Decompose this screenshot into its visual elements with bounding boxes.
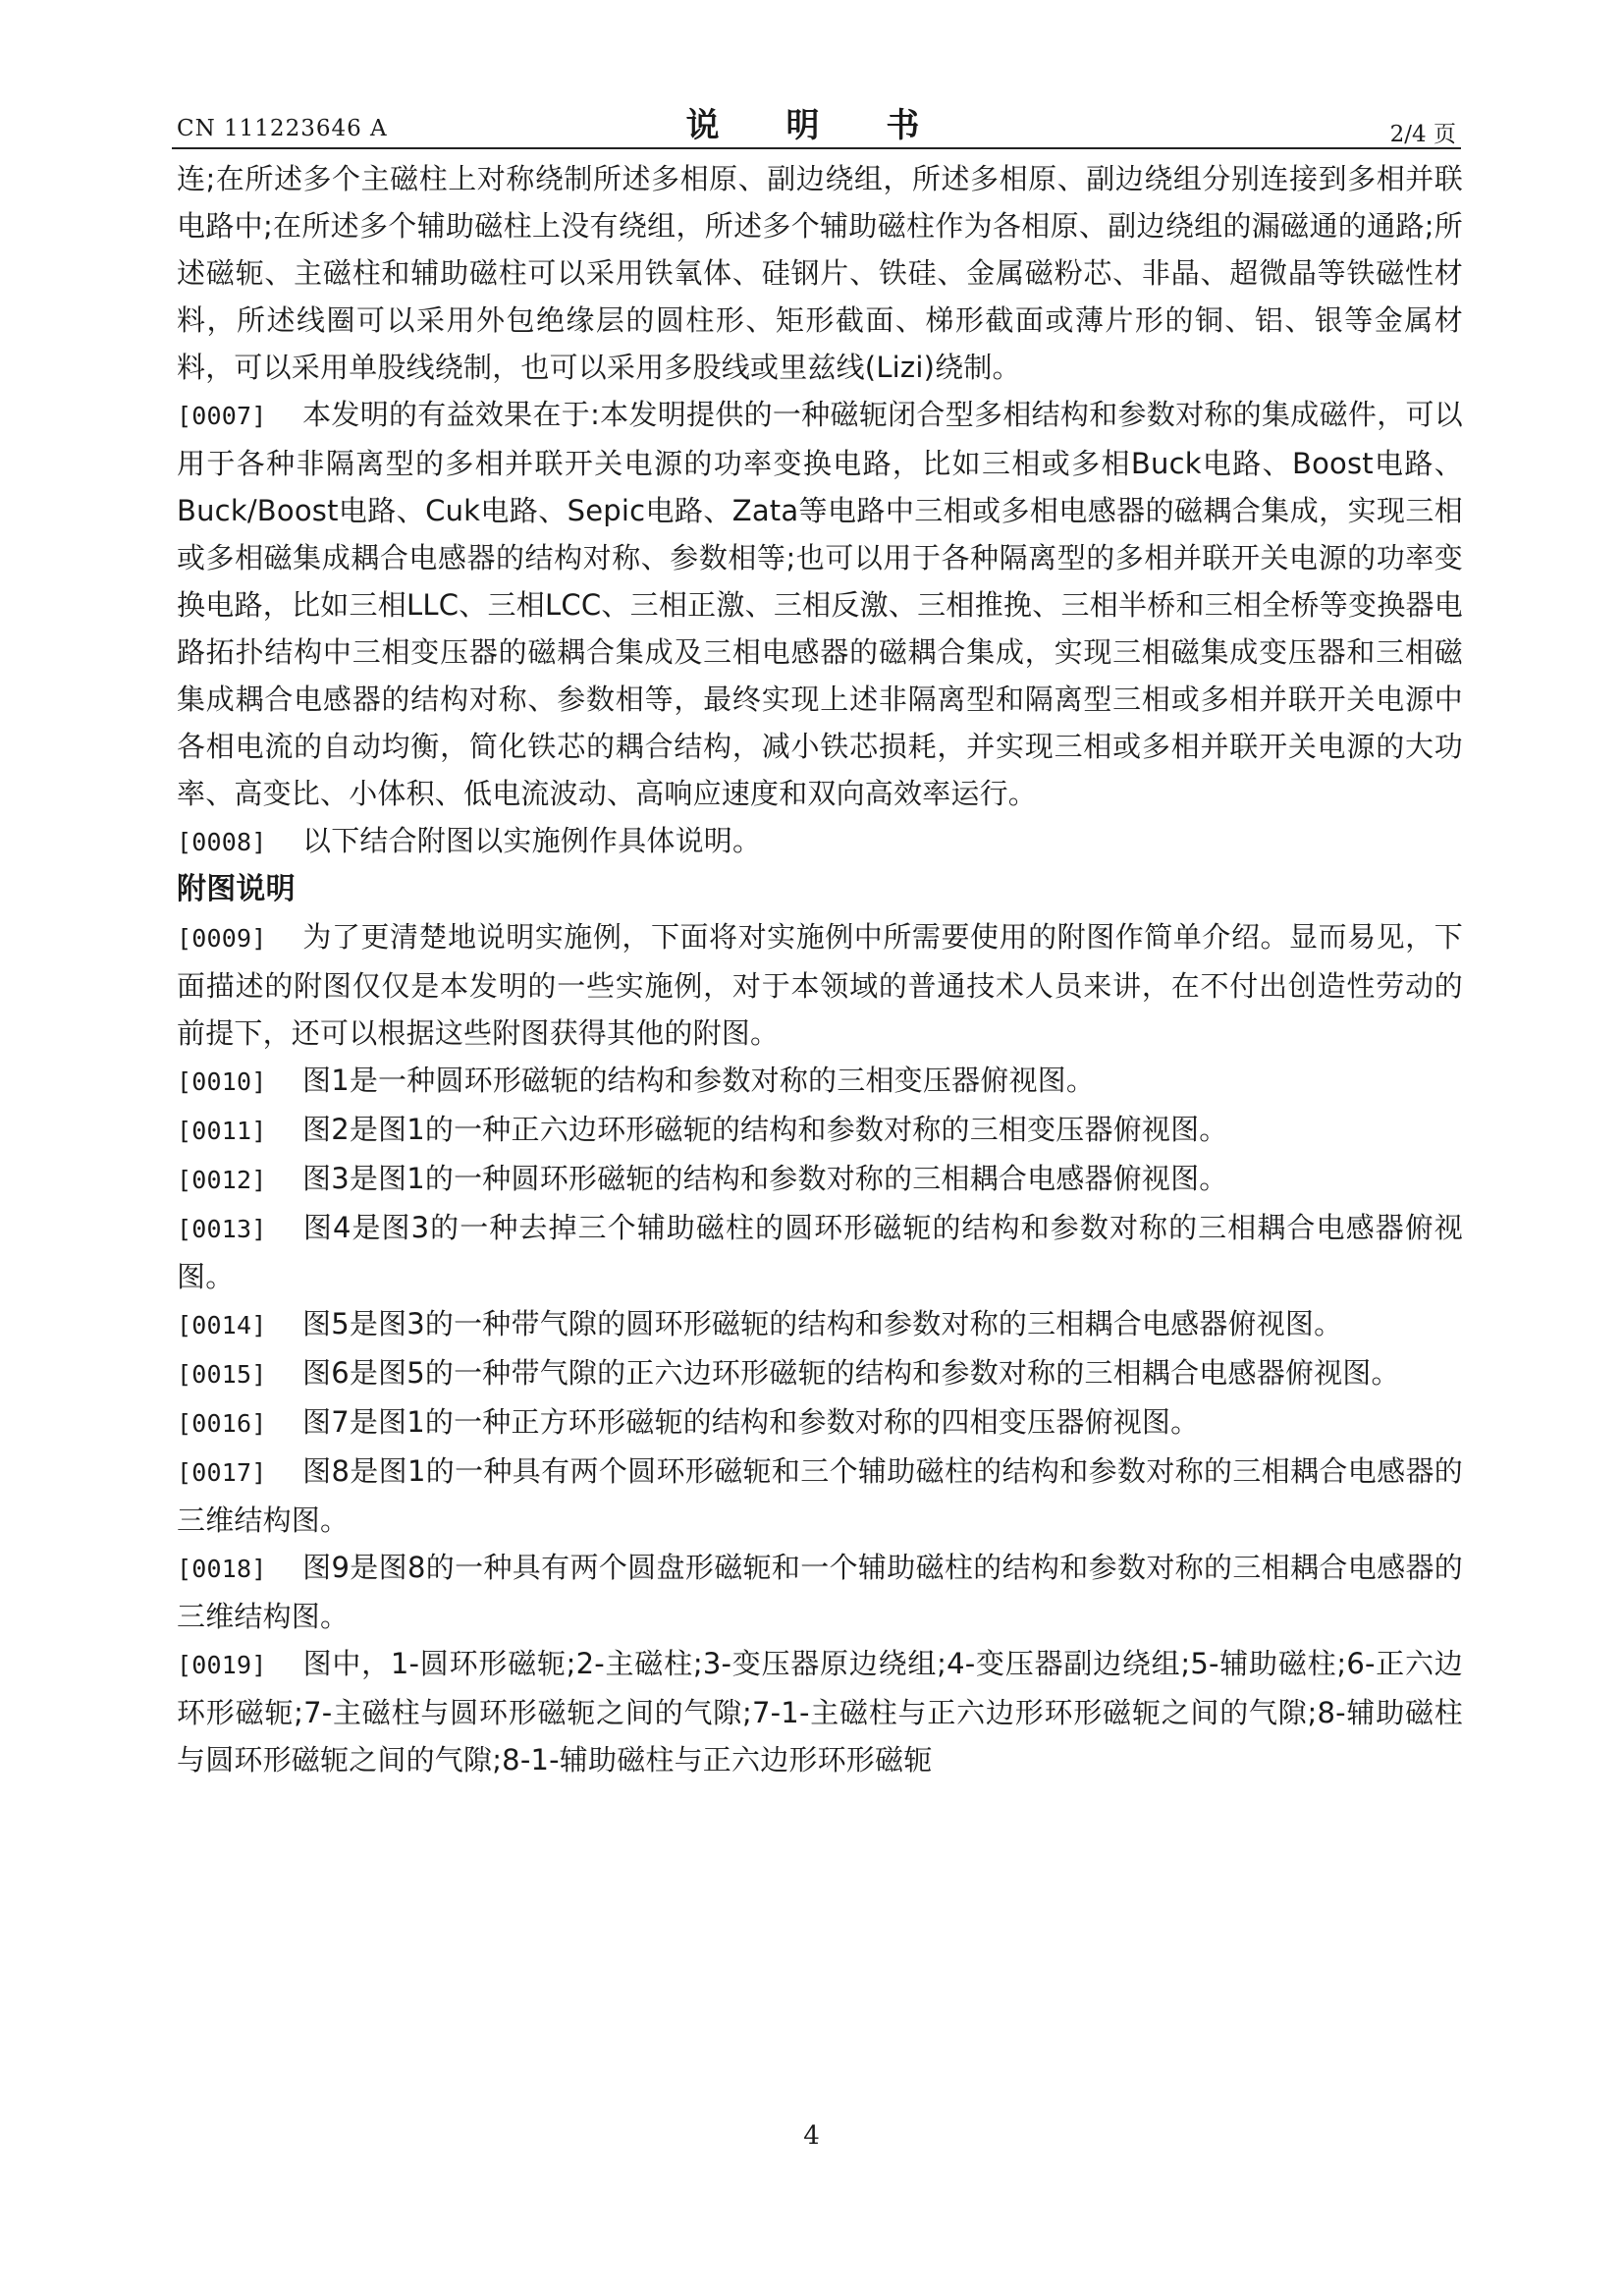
paragraph-0015 [177,1349,1463,1398]
paragraph-0018 [177,1544,1463,1640]
paragraph-number: [0011] [177,1117,267,1145]
paragraph-continued [177,155,1463,391]
paragraph-text: 图7是图1的一种正方环形磁轭的结构和参数对称的四相变压器俯视图。 [302,1405,1200,1439]
section-heading: 附图说明 [177,872,296,906]
page-number: 4 [803,2121,820,2151]
paragraph-0014 [177,1300,1463,1349]
paragraph-number: [0017] [177,1458,267,1487]
paragraph-text: 图8是图1的一种具有两个圆环形磁轭和三个辅助磁柱的结构和参数对称的三相耦合电感器的三维结构图。 [177,1454,1463,1537]
paragraph-0013 [177,1204,1463,1300]
paragraph-0009 [177,913,1463,1057]
page-count: 2/4 页 [1389,122,1456,147]
page-header [177,98,1456,147]
paragraph-text: 图2是图1的一种正六边环形磁轭的结构和参数对称的三相变压器俯视图。 [302,1113,1228,1146]
paragraph-number: [0019] [177,1651,267,1679]
paragraph-0008 [177,817,1463,866]
paragraph-text: 图9是图8的一种具有两个圆盘形磁轭和一个辅助磁柱的结构和参数对称的三相耦合电感器的三维结构图。 [177,1551,1463,1633]
paragraph-text: 图5是图3的一种带气隙的圆环形磁轭的结构和参数对称的三相耦合电感器俯视图。 [302,1307,1343,1340]
paragraph-number: [0007] [177,402,267,430]
paragraph-number: [0010] [177,1067,267,1096]
paragraph-0012 [177,1155,1463,1204]
paragraph-0016 [177,1398,1463,1448]
paragraph-number: [0008] [177,828,267,856]
paragraph-text: 图4是图3的一种去掉三个辅助磁柱的圆环形磁轭的结构和参数对称的三相耦合电感器俯视图。 [177,1211,1463,1293]
paragraph-text: 图中，1-圆环形磁轭;2-主磁柱;3-变压器原边绕组;4-变压器副边绕组;5-辅助磁柱;6-正六边环形磁轭;7-主磁柱与圆环形磁轭之间的气隙;7-1-主磁柱与正六边形环形磁轭之间的气隙;8-辅助磁柱与圆环形磁轭之间的气隙;8-1-辅助磁柱与正六边形环形磁轭 [177,1647,1463,1777]
paragraph-number: [0012] [177,1166,267,1194]
publication-number: CN 111223646 A [177,116,388,141]
paragraph-text: 本发明的有益效果在于:本发明提供的一种磁轭闭合型多相结构和参数对称的集成磁件，可以用于各种非隔离型的多相并联开关电源的功率变换电路，比如三相或多相Buck电路、Boost电路、Buck/Boost电路、Cuk电路、Sepic电路、Zata等电路中三相或多相电感器的磁耦合集成，实现三相或多相磁集成耦合电感器的结构对称、参数相等;也可以用于各种隔离型的多相并联开关电源的功率变换电路，比如三相LLC、三相LCC、三相正激、三相反激、三相推挽、三相半桥和三相全桥等变换器电路拓扑结构中三相变压器的磁耦合集成及三相电感器的磁耦合集成，实现三相磁集成变压器和三相磁集成耦合电感器的结构对称、参数相等，最终实现上述非隔离型和隔离型三相或多相并联开关电源中各相电流的自动均衡，简化铁芯的耦合结构，减小铁芯损耗，并实现三相或多相并联开关电源的大功率、高变比、小体积、低电流波动、高响应速度和双向高效率运行。 [177,398,1463,810]
paragraph-0017 [177,1448,1463,1544]
paragraph-number: [0009] [177,924,267,953]
document-title: 说 明 书 [685,106,947,145]
paragraph-0007 [177,391,1463,817]
paragraph-text: 图3是图1的一种圆环形磁轭的结构和参数对称的三相耦合电感器俯视图。 [302,1162,1228,1195]
paragraph-text: 图6是图5的一种带气隙的正六边环形磁轭的结构和参数对称的三相耦合电感器俯视图。 [302,1356,1400,1390]
paragraph-0019 [177,1640,1463,1783]
paragraph-number: [0018] [177,1555,267,1583]
paragraph-text: 为了更清楚地说明实施例，下面将对实施例中所需要使用的附图作简单介绍。显而易见，下面描述的附图仅仅是本发明的一些实施例，对于本领域的普通技术人员来讲，在不付出创造性劳动的前提下，还可以根据这些附图获得其他的附图。 [177,920,1463,1050]
header-rule [172,147,1461,149]
paragraph-text: 图1是一种圆环形磁轭的结构和参数对称的三相变压器俯视图。 [302,1064,1096,1097]
paragraph-0010 [177,1057,1463,1106]
paragraph-number: [0013] [177,1215,267,1243]
paragraph-number: [0014] [177,1311,267,1339]
paragraph-number: [0015] [177,1360,267,1389]
description-body [177,155,1463,1783]
paragraph-text: 连;在所述多个主磁柱上对称绕制所述多相原、副边绕组，所述多相原、副边绕组分别连接到多相并联电路中;在所述多个辅助磁柱上没有绕组，所述多个辅助磁柱作为各相原、副边绕组的漏磁通的通路;所述磁轭、主磁柱和辅助磁柱可以采用铁氧体、硅钢片、铁硅、金属磁粉芯、非晶、超微晶等铁磁性材料，所述线圈可以采用外包绝缘层的圆柱形、矩形截面、梯形截面或薄片形的铜、铝、银等金属材料，可以采用单股线绕制，也可以采用多股线或里兹线(Lizi)绕制。 [177,162,1463,384]
paragraph-text: 以下结合附图以实施例作具体说明。 [302,824,762,857]
paragraph-0011 [177,1106,1463,1155]
paragraph-number: [0016] [177,1409,267,1438]
